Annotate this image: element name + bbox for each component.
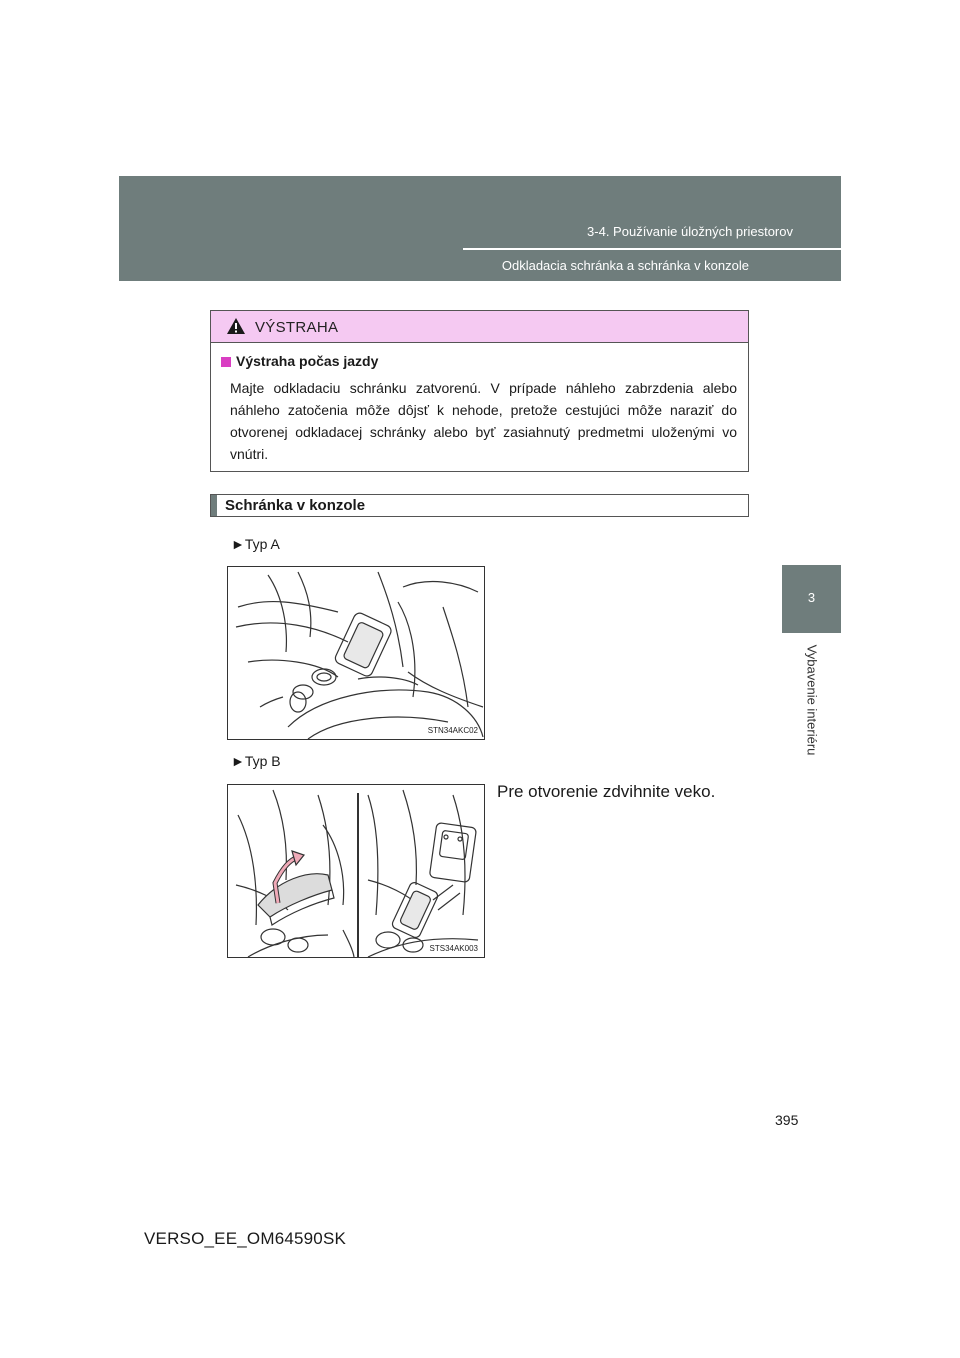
section-title: Odkladacia schránka a schránka v konzole <box>501 258 749 273</box>
type-a-figure-code: STN34AKC02 <box>427 726 478 735</box>
type-b-figure-code: STS34AK003 <box>429 944 478 953</box>
footer-code: VERSO_EE_OM64590SK <box>144 1229 347 1248</box>
warning-subheading <box>221 353 378 369</box>
console-box-type-a-illustration <box>228 567 484 739</box>
header-divider <box>463 248 841 250</box>
chapter-tab <box>782 565 841 633</box>
chapter-side-label: Vybavenie interiéru <box>804 644 820 756</box>
console-box-type-b-illustration <box>228 785 484 957</box>
type-b-figure <box>227 784 485 958</box>
type-a-figure <box>227 566 485 740</box>
warning-subheading-text: Výstraha počas jazdy <box>236 353 379 369</box>
type-a-label: ►Typ A <box>231 536 280 552</box>
chapter-title: 3-4. Používanie úložných priestorov <box>587 224 793 239</box>
warning-title: VÝSTRAHA <box>255 319 339 336</box>
page-number: 395 <box>775 1112 799 1128</box>
warning-body: Majte odkladaciu schránku zatvorenú. V prípade náhleho zabrzdenia alebo náhleho zatočenia môže dôjsť k nehode, pretože cestujúci môže naraziť do otvorenej odkladacej schránky alebo byť zasiahnutý predmetmi uloženými vo vnútri. <box>230 380 737 462</box>
section-header-bar <box>211 495 217 516</box>
square-bullet-icon <box>221 357 231 367</box>
section-header-title: Schránka v konzole <box>225 497 366 514</box>
warning-header <box>211 311 748 343</box>
type-b-label: ►Typ B <box>231 753 281 769</box>
header-band <box>119 176 841 281</box>
type-b-instruction: Pre otvorenie zdvihnite veko. <box>497 782 716 801</box>
warning-box <box>210 310 749 472</box>
warning-triangle-icon <box>226 317 246 335</box>
chapter-number: 3 <box>807 590 816 605</box>
section-header <box>210 494 749 517</box>
